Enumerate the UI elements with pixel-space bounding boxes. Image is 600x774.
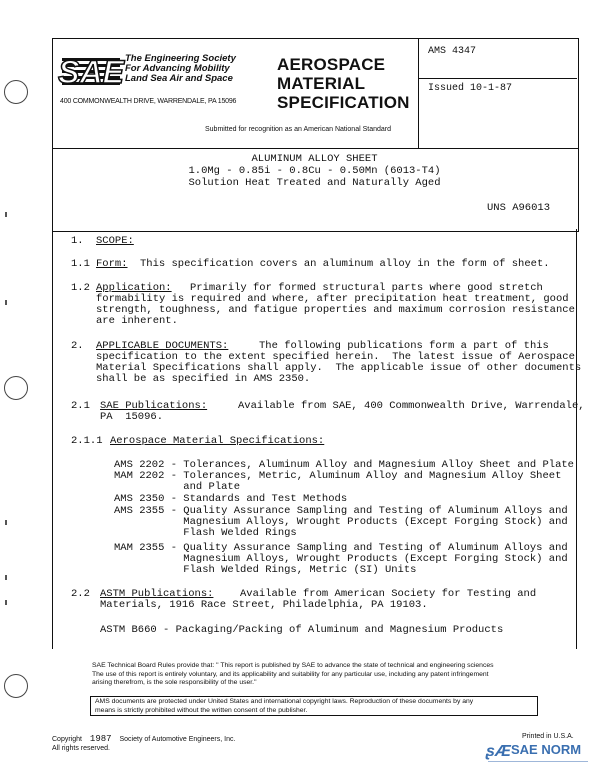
reference-line: Flash Welded Rings: [114, 527, 297, 539]
society-address: 400 COMMONWEALTH DRIVE, WARRENDALE, PA 15096: [60, 98, 237, 105]
copyright-year: 1987: [89, 734, 112, 744]
printed-in: Printed in U.S.A.: [522, 733, 574, 740]
header-divider: [418, 78, 577, 79]
section-1-2-text: strength, toughness, and fatigue properties and maximum corrosion resistance: [96, 304, 575, 316]
section-1-1-heading: Form:: [96, 258, 128, 270]
section-2-text: shall be as specified in AMS 2350.: [96, 373, 311, 385]
section-2-1-text: Available from SAE, 400 Commonwealth Drive, Warrendale,: [238, 400, 585, 412]
margin-mark: [5, 575, 7, 580]
section-2-1-1-heading: Aerospace Material Specifications:: [110, 435, 325, 447]
section-2-2-heading: ASTM Publications:: [100, 588, 214, 600]
section-1-heading: SCOPE:: [96, 235, 134, 247]
section-2-2-text: Materials, 1916 Race Street, Philadelphia, PA 19103.: [100, 599, 428, 611]
reference-line: Flash Welded Rings, Metric (SI) Units: [114, 564, 417, 576]
section-2-number: 2.: [71, 340, 84, 352]
section-2-1-number: 2.1: [71, 400, 90, 412]
sae-logo: [58, 54, 124, 90]
section-1-number: 1.: [71, 235, 84, 247]
copyright-notice-line: AMS documents are protected under United States and international copyright laws. Reproduction of these documents by any: [95, 698, 474, 705]
margin-mark: [5, 212, 7, 217]
copyright-notice-line: means is strictly prohibited without the written consent of the publisher.: [95, 706, 308, 714]
svg-text:SAE: SAE: [58, 54, 124, 90]
board-rules-line: The use of this report is entirely voluntary, and its applicability and suitability for any particular use, including any patent infringement: [92, 670, 489, 678]
body-border-right: [576, 229, 577, 649]
submitted-note: Submitted for recognition as an American National Standard: [205, 126, 391, 133]
condition: Solution Heat Treated and Naturally Aged: [188, 177, 441, 189]
astm-reference: ASTM B660 - Packaging/Packing of Aluminum and Magnesium Products: [100, 624, 504, 636]
reference-line: Magnesium Alloys, Wrought Products (Except Forging Stock) and: [114, 553, 568, 565]
punch-hole: [4, 376, 28, 400]
copyright-block: [52, 735, 235, 753]
section-2-2-number: 2.2: [71, 588, 90, 600]
section-2-1-1-number: 2.1.1: [71, 435, 103, 447]
material-title: ALUMINUM ALLOY SHEET: [251, 153, 378, 165]
issue-date: Issued 10-1-87: [428, 83, 513, 94]
reference-line: Magnesium Alloys, Wrought Products (Except Forging Stock) and: [114, 516, 568, 528]
composition: 1.0Mg - 0.85i - 0.8Cu - 0.50Mn (6013-T4): [188, 165, 441, 177]
sae-norm-watermark: SAE NORM: [511, 742, 582, 757]
spec-number: AMS 4347: [428, 46, 477, 57]
watermark-strip: [488, 760, 588, 763]
document-type-line: SPECIFICATION: [277, 93, 410, 112]
section-2-heading: APPLICABLE DOCUMENTS:: [96, 340, 229, 352]
section-2-2-text: Available from American Society for Testing and: [240, 588, 537, 600]
section-1-2-text: formability is required and where, after precipitation heat treatment, good: [96, 293, 569, 305]
copyright-holder: Society of Automotive Engineers, Inc.: [119, 736, 236, 743]
section-2-1-text: PA 15096.: [100, 411, 164, 423]
sae-norm-logo: [486, 742, 510, 758]
board-rules-line: arising therefrom, is the sole responsibility of the user.": [92, 679, 257, 686]
section-1-2-heading: Application:: [96, 282, 172, 294]
document-type-line: MATERIAL: [277, 74, 366, 93]
punch-hole: [4, 674, 28, 698]
society-name: [125, 54, 236, 84]
section-2-text: specification to the extent specified herein. The latest issue of Aerospace: [96, 351, 575, 363]
reference-line: MAM 2355 - Quality Assurance Sampling and Testing of Aluminum Alloys and: [114, 542, 568, 554]
uns-number: UNS A96013: [487, 202, 551, 214]
society-line: For Advancing Mobility: [125, 63, 230, 74]
svg-text:ʂÆ: ʂÆ: [486, 743, 511, 760]
society-line: Land Sea Air and Space: [125, 73, 233, 84]
reference-line: and Plate: [114, 481, 241, 493]
rights-reserved: All rights reserved.: [52, 745, 110, 752]
reference-line: AMS 2202 - Tolerances, Aluminum Alloy and Magnesium Alloy Sheet and Plate: [114, 459, 574, 471]
section-1-1-number: 1.1: [71, 258, 90, 270]
document-type-line: AEROSPACE: [277, 55, 386, 74]
section-2-text: The following publications form a part of this: [259, 340, 549, 352]
board-rules-note: [92, 662, 550, 688]
reference-line: MAM 2202 - Tolerances, Metric, Aluminum Alloy and Magnesium Alloy Sheet: [114, 470, 562, 482]
document-type-title: [277, 55, 410, 112]
copyright-notice-box: [90, 696, 538, 716]
header-divider: [418, 38, 419, 148]
society-line: The Engineering Society: [125, 53, 236, 64]
margin-mark: [5, 600, 7, 605]
board-rules-line: SAE Technical Board Rules provide that: " This report is published by SAE to advance the state of technical and engineering sciences: [92, 662, 494, 669]
section-1-1-text: This specification covers an aluminum alloy in the form of sheet.: [140, 258, 550, 270]
section-1-2-text: Primarily for formed structural parts where good stretch: [190, 282, 543, 294]
section-2-text: Material Specifications shall apply. The applicable issue of other documents: [96, 362, 582, 374]
copyright-label: Copyright: [52, 736, 82, 743]
body-border-left: [52, 229, 53, 649]
margin-mark: [5, 300, 7, 305]
margin-mark: [5, 520, 7, 525]
section-1-2-text: are inherent.: [96, 315, 178, 327]
punch-hole: [4, 80, 28, 104]
reference-line: AMS 2350 - Standards and Test Methods: [114, 493, 348, 505]
reference-line: AMS 2355 - Quality Assurance Sampling and Testing of Aluminum Alloys and: [114, 505, 568, 517]
section-2-1-heading: SAE Publications:: [100, 400, 208, 412]
section-1-2-number: 1.2: [71, 282, 90, 294]
